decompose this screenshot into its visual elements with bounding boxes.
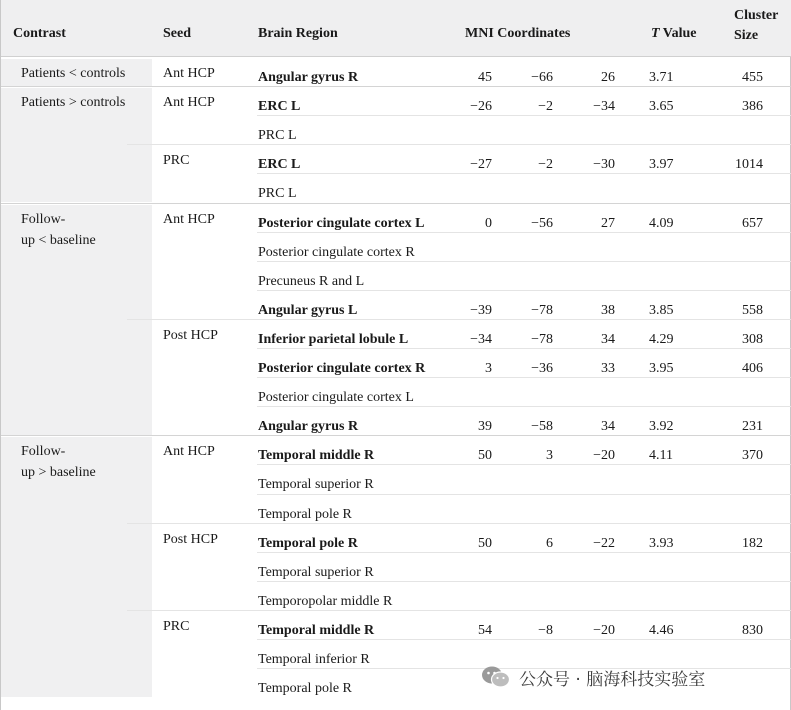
row-divider	[257, 494, 791, 495]
cell-t-value: 3.93	[649, 535, 674, 551]
cell-seed: Ant HCP	[163, 66, 215, 81]
cell-brain-region: Temporal superior R	[258, 477, 374, 493]
cell-seed: Post HCP	[163, 327, 218, 343]
cell-seed: PRC	[163, 618, 190, 634]
row-divider	[257, 639, 791, 640]
row-divider	[257, 348, 791, 349]
header-mni-coordinates: MNI Coordinates	[465, 26, 571, 41]
cell-mni-z: 34	[601, 331, 615, 347]
cell-mni-x: 54	[478, 622, 492, 638]
cell-cluster-size: 657	[742, 215, 763, 231]
cell-mni-z: 38	[601, 302, 615, 318]
cell-cluster-size: 830	[742, 622, 763, 638]
cell-brain-region: Temporal inferior R	[258, 652, 370, 667]
header-cluster-line1: Cluster	[734, 8, 779, 23]
cell-brain-region: Temporal superior R	[258, 564, 374, 580]
cell-brain-region: Temporal pole R	[258, 681, 352, 697]
cell-brain-region: Posterior cingulate cortex L	[258, 215, 425, 231]
cell-brain-region: Angular gyrus R	[258, 419, 359, 435]
header-cluster-size	[734, 6, 778, 46]
cell-mni-z: −22	[593, 535, 615, 551]
cell-mni-x: 50	[478, 448, 492, 464]
cell-cluster-size: 370	[742, 448, 763, 464]
row-divider	[1, 435, 791, 436]
cell-mni-y: −78	[531, 302, 553, 318]
watermark	[481, 664, 705, 690]
table-body	[1, 57, 791, 710]
cell-mni-z: 33	[601, 361, 615, 376]
cell-brain-region: Angular gyrus L	[258, 302, 358, 318]
header-seed: Seed	[163, 26, 191, 41]
cell-cluster-size: 455	[742, 70, 763, 85]
cell-brain-region: Inferior parietal lobule L	[258, 331, 409, 347]
cell-brain-region: Temporopolar middle R	[258, 593, 393, 609]
cell-mni-z: −30	[593, 157, 615, 173]
cell-t-value: 4.29	[649, 331, 674, 347]
cell-mni-x: 45	[478, 70, 492, 85]
row-divider	[257, 173, 791, 174]
cell-brain-region: Temporal middle R	[258, 448, 375, 464]
cell-t-value: 3.65	[649, 99, 674, 115]
cell-cluster-size: 558	[742, 302, 763, 318]
cell-cluster-size: 182	[742, 535, 763, 551]
cell-t-value: 3.95	[649, 361, 674, 376]
cell-mni-y: −78	[531, 331, 553, 347]
cell-seed: Ant HCP	[163, 95, 215, 111]
header-t-rest: Value	[659, 26, 697, 41]
cell-mni-x: −34	[470, 331, 492, 347]
cell-mni-y: −66	[531, 70, 553, 85]
cell-brain-region: Posterior cingulate cortex R	[258, 244, 415, 260]
cell-contrast: Patients < controls	[21, 66, 126, 81]
cell-brain-region: PRC L	[258, 186, 297, 202]
cell-mni-y: 3	[546, 448, 553, 464]
row-divider	[1, 86, 791, 87]
cell-cluster-size: 386	[742, 99, 763, 115]
cell-brain-region: Precuneus R and L	[258, 273, 365, 289]
header-contrast: Contrast	[13, 26, 66, 41]
cell-mni-y: −2	[538, 99, 553, 115]
cell-brain-region: Temporal pole R	[258, 535, 358, 551]
cell-cluster-size: 231	[742, 419, 763, 435]
cell-contrast: up > baseline	[21, 465, 96, 481]
header-t-letter: T	[651, 26, 660, 41]
cell-mni-x: 3	[485, 361, 492, 376]
row-divider	[257, 290, 791, 291]
row-divider	[1, 203, 791, 204]
cell-mni-y: −2	[538, 157, 553, 173]
cell-t-value: 4.09	[649, 215, 674, 231]
header-brain-region: Brain Region	[258, 26, 338, 41]
header-t-value	[651, 26, 697, 42]
cell-brain-region: Posterior cingulate cortex R	[258, 361, 426, 376]
cell-brain-region: PRC L	[258, 128, 297, 144]
cell-mni-z: −34	[593, 99, 615, 115]
row-divider	[127, 610, 791, 611]
cell-mni-y: −56	[531, 215, 553, 231]
cell-mni-y: −36	[531, 361, 553, 376]
row-divider	[257, 232, 791, 233]
cell-mni-x: 50	[478, 535, 492, 551]
row-divider	[257, 115, 791, 116]
cell-t-value: 3.85	[649, 302, 674, 318]
cell-contrast: Follow-	[21, 211, 66, 227]
cell-mni-z: 26	[601, 70, 615, 85]
cell-brain-region: Temporal pole R	[258, 506, 352, 522]
row-divider	[257, 261, 791, 262]
cell-seed: Post HCP	[163, 531, 218, 547]
cell-mni-z: −20	[593, 622, 615, 638]
cell-brain-region: Angular gyrus R	[258, 70, 359, 85]
cell-contrast: up < baseline	[21, 232, 96, 248]
cell-t-value: 3.71	[649, 70, 674, 85]
wechat-icon	[481, 665, 511, 689]
cell-cluster-size: 406	[742, 361, 763, 376]
table-header	[1, 0, 791, 57]
cell-mni-z: −20	[593, 448, 615, 464]
cell-t-value: 3.92	[649, 419, 674, 435]
cell-t-value: 4.46	[649, 622, 674, 638]
cell-mni-x: −27	[470, 157, 492, 173]
cell-seed: Ant HCP	[163, 444, 215, 460]
row-divider	[127, 319, 791, 320]
cell-cluster-size: 1014	[735, 157, 763, 173]
cell-mni-x: 0	[485, 215, 492, 231]
watermark-text: 公众号 · 脑海科技实验室	[519, 669, 706, 690]
cell-brain-region: Temporal middle R	[258, 622, 375, 638]
cell-mni-z: 34	[601, 419, 615, 435]
cell-t-value: 4.11	[649, 448, 673, 464]
row-divider	[257, 581, 791, 582]
cell-cluster-size: 308	[742, 331, 763, 347]
cell-mni-x: −26	[470, 99, 492, 115]
cell-brain-region: ERC L	[258, 99, 301, 115]
row-divider	[257, 552, 791, 553]
cell-brain-region: Posterior cingulate cortex L	[258, 390, 414, 406]
cell-t-value: 3.97	[649, 157, 674, 173]
row-divider	[257, 377, 791, 378]
row-divider	[127, 523, 791, 524]
cell-contrast: Patients > controls	[21, 95, 126, 111]
cell-mni-x: 39	[478, 419, 492, 435]
cell-seed: PRC	[163, 153, 190, 169]
cell-mni-x: −39	[470, 302, 492, 318]
header-cluster-line2: Size	[734, 28, 759, 43]
cell-mni-z: 27	[601, 215, 615, 231]
row-divider	[257, 464, 791, 465]
cell-brain-region: ERC L	[258, 157, 301, 173]
cell-mni-y: 6	[546, 535, 553, 551]
row-divider	[257, 406, 791, 407]
cell-mni-y: −8	[538, 622, 553, 638]
cell-mni-y: −58	[531, 419, 553, 435]
cell-contrast: Follow-	[21, 444, 66, 460]
row-divider	[127, 144, 791, 145]
cell-seed: Ant HCP	[163, 211, 215, 227]
